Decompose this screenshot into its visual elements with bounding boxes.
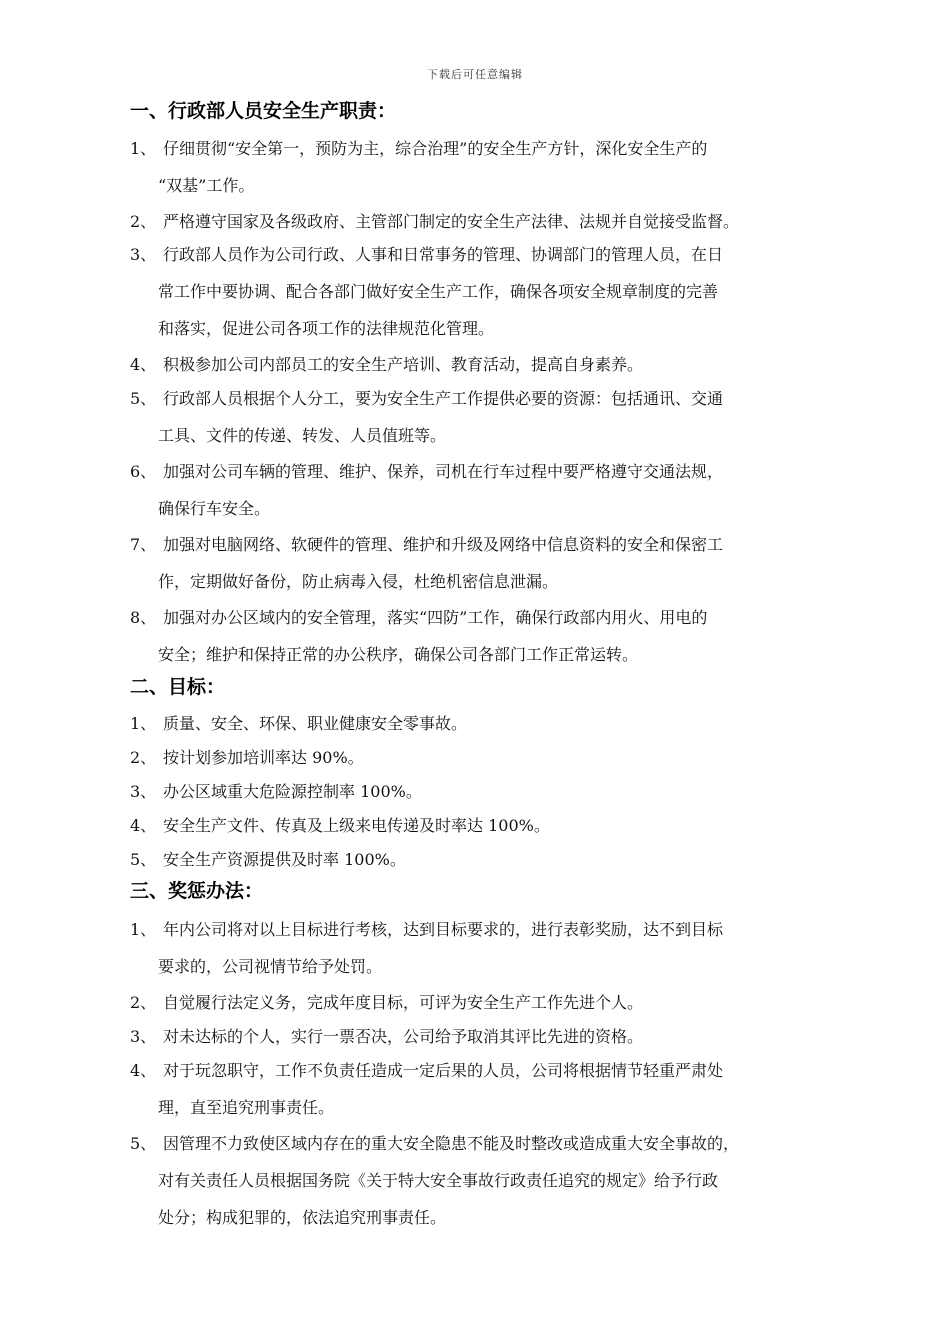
list-item-number: 2、 [130, 748, 157, 767]
list-item-number: 1、 [130, 139, 157, 158]
list-item-text: 确保行车安全。 [158, 499, 271, 518]
list-item-text: 工具、文件的传递、转发、人员值班等。 [158, 426, 447, 445]
list-item-text: 加强对公司车辆的管理、维护、保养，司机在行车过程中要严格遵守交通法规， [163, 462, 724, 481]
list-item-text: 作，定期做好备份，防止病毒入侵，杜绝机密信息泄漏。 [158, 572, 559, 591]
list-item-text: 积极参加公司内部员工的安全生产培训、教育活动，提高自身素养。 [163, 355, 644, 374]
page-header: 下载后可任意编辑 [427, 68, 523, 81]
list-item-number: 4、 [130, 355, 157, 374]
list-item [130, 807, 860, 844]
list-item-text: 常工作中要协调、配合各部门做好安全生产工作，确保各项安全规章制度的完善 [158, 282, 719, 301]
list-item [130, 841, 860, 878]
list-item-number: 5、 [130, 1134, 157, 1153]
list-item-text: 质量、安全、环保、职业健康安全零事故。 [163, 714, 468, 733]
list-item-text: 按计划参加培训率达 90%。 [163, 748, 364, 767]
list-item [130, 911, 860, 985]
list-item-text: 对未达标的个人，实行一票否决，公司给予取消其评比先进的资格。 [163, 1027, 644, 1046]
list-item [130, 1125, 860, 1236]
list-item-text: 办公区域重大危险源控制率 100%。 [163, 782, 422, 801]
list-item-text: 要求的，公司视情节给予处罚。 [158, 957, 383, 976]
section-title: 三、奖惩办法： [130, 880, 264, 902]
list-item [130, 599, 860, 673]
list-item-number: 5、 [130, 389, 157, 408]
list-item-number: 2、 [130, 212, 157, 231]
list-item-text: 严格遵守国家及各级政府、主管部门制定的安全生产法律、法规并自觉接受监督。 [163, 212, 740, 231]
list-item-text: “双基”工作。 [158, 176, 255, 195]
list-item-text: 因管理不力致使区域内存在的重大安全隐患不能及时整改或造成重大安全事故的， [163, 1134, 740, 1153]
list-item-number: 8、 [130, 608, 157, 627]
list-item [130, 453, 860, 527]
list-item-text: 安全生产资源提供及时率 100%。 [163, 850, 406, 869]
section-title: 一、行政部人员安全生产职责： [130, 100, 397, 122]
list-item [130, 773, 860, 810]
list-item-text: 年内公司将对以上目标进行考核，达到目标要求的，进行表彰奖励，达不到目标 [163, 920, 724, 939]
list-item-text: 仔细贯彻“安全第一，预防为主，综合治理”的安全生产方针，深化安全生产的 [163, 139, 708, 158]
list-item [130, 526, 860, 600]
list-item-text: 行政部人员根据个人分工，要为安全生产工作提供必要的资源：包括通讯、交通 [163, 389, 724, 408]
list-item-number: 1、 [130, 920, 157, 939]
list-item-number: 4、 [130, 816, 157, 835]
list-item [130, 705, 860, 742]
list-item [130, 1052, 860, 1126]
list-item-text: 行政部人员作为公司行政、人事和日常事务的管理、协调部门的管理人员，在日 [163, 245, 724, 264]
list-item [130, 1018, 860, 1055]
list-item-text: 和落实，促进公司各项工作的法律规范化管理。 [158, 319, 495, 338]
list-item-number: 3、 [130, 245, 157, 264]
list-item-number: 6、 [130, 462, 157, 481]
list-item-number: 3、 [130, 782, 157, 801]
list-item [130, 984, 860, 1021]
list-item-number: 2、 [130, 993, 157, 1012]
list-item [130, 739, 860, 776]
list-item-text: 自觉履行法定义务，完成年度目标，可评为安全生产工作先进个人。 [163, 993, 644, 1012]
list-item [130, 203, 860, 240]
list-item-number: 7、 [130, 535, 157, 554]
list-item [130, 346, 860, 383]
list-item [130, 236, 860, 347]
list-item-text: 对有关责任人员根据国务院《关于特大安全事故行政责任追究的规定》给予行政 [158, 1171, 719, 1190]
list-item-number: 3、 [130, 1027, 157, 1046]
list-item-text: 对于玩忽职守，工作不负责任造成一定后果的人员，公司将根据情节轻重严肃处 [163, 1061, 724, 1080]
list-item-number: 5、 [130, 850, 157, 869]
list-item-text: 理，直至追究刑事责任。 [158, 1098, 335, 1117]
list-item-text: 安全；维护和保持正常的办公秩序，确保公司各部门工作正常运转。 [158, 645, 639, 664]
list-item-text: 加强对办公区域内的安全管理，落实“四防”工作，确保行政部内用火、用电的 [163, 608, 708, 627]
list-item-text: 加强对电脑网络、软硬件的管理、维护和升级及网络中信息资料的安全和保密工 [163, 535, 724, 554]
list-item-number: 4、 [130, 1061, 157, 1080]
list-item [130, 380, 860, 454]
list-item-text: 安全生产文件、传真及上级来电传递及时率达 100%。 [163, 816, 550, 835]
section-title: 二、目标： [130, 676, 226, 698]
list-item-number: 1、 [130, 714, 157, 733]
list-item [130, 130, 860, 204]
list-item-text: 处分；构成犯罪的，依法追究刑事责任。 [158, 1208, 447, 1227]
